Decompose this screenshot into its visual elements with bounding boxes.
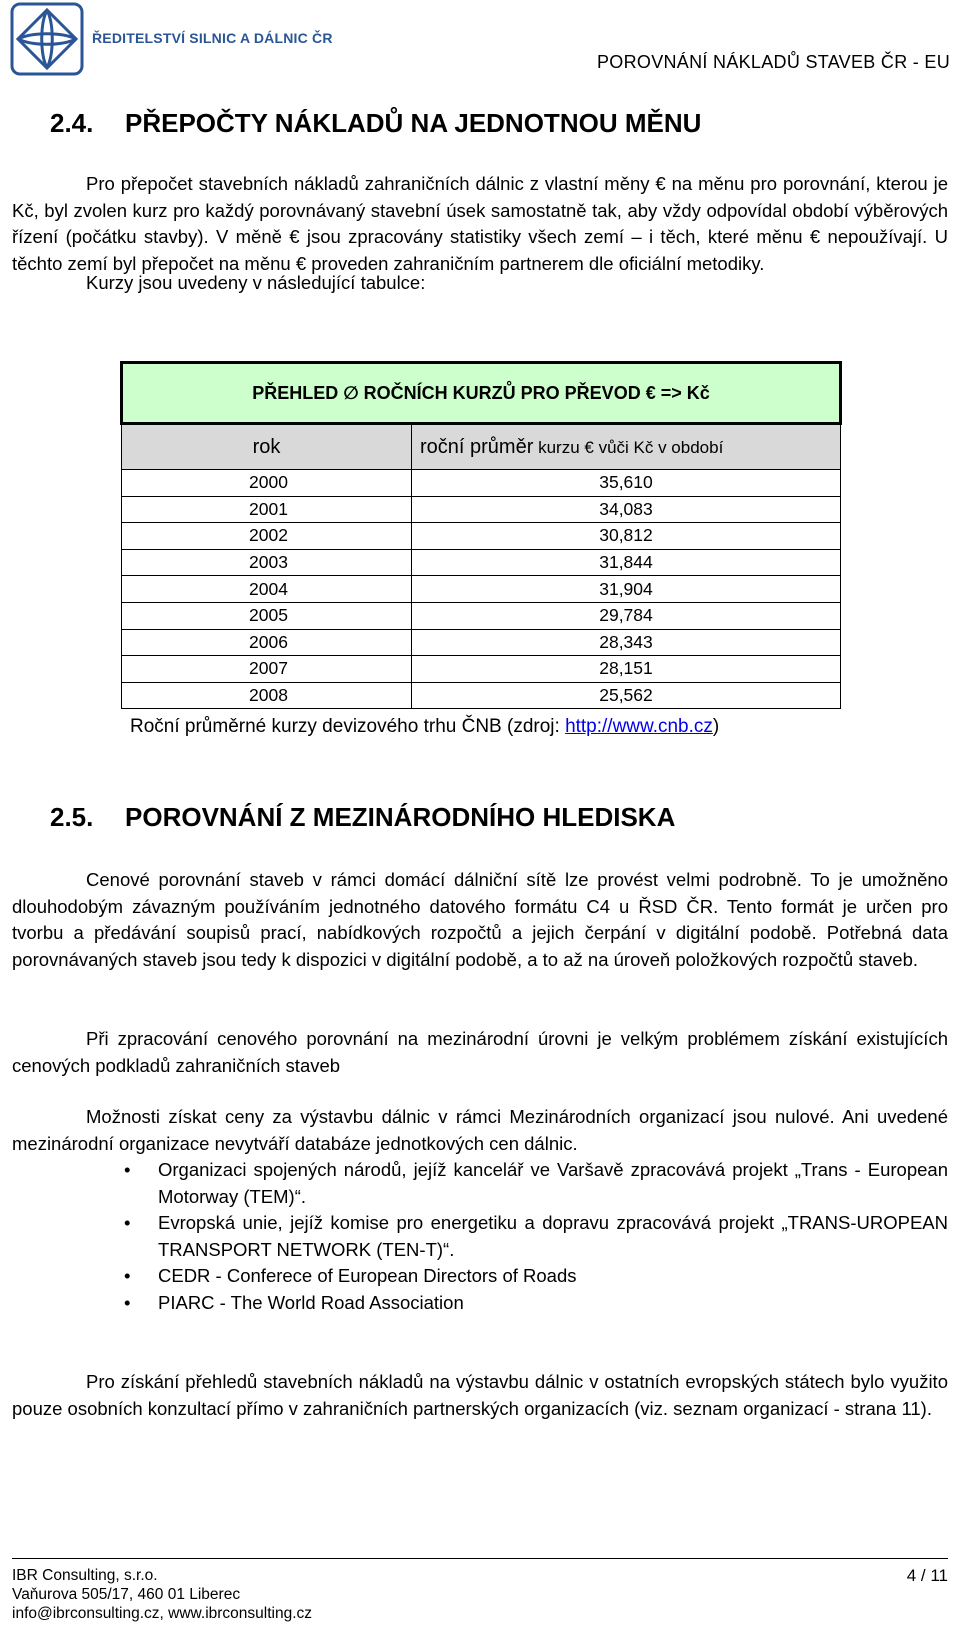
section-2-4-paragraph: Pro přepočet stavebních nákladů zahraničních dálnic z vlastní měny € na měnu pro porovnání, kterou je Kč, byl zvolen kurz pro každý porovnávaný stavební úsek samostatně tak, aby vždy odpovídal období výběrových řízení (počátku stavby). V měně € jsou zpracovány statistiky všech zemí – i těch, které měnu € nepoužívají. U těchto zemí byl přepočet na měnu € proveden zahraničním partnerem dle oficiální metodiky. — [12, 173, 948, 274]
exchange-rate-table — [120, 361, 842, 709]
column-header-average: roční průměr kurzu € vůči Kč v období — [412, 424, 841, 470]
document-header-title: POROVNÁNÍ NÁKLADŮ STAVEB ČR - EU — [597, 52, 950, 72]
section-number: 2.5. — [50, 802, 94, 832]
section-2-5-paragraph-2: Při zpracování cenového porovnání na mezinárodní úrovni je velkým problémem získání existujících cenových podkladů zahraničních staveb — [12, 1028, 948, 1076]
section-title: PŘEPOČTY NÁKLADŮ NA JEDNOTNOU MĚNU — [125, 108, 702, 138]
list-item: • CEDR - Conferece of European Directors of Roads — [120, 1263, 948, 1290]
section-2-5-heading — [50, 802, 675, 833]
cnb-link[interactable]: http://www.cnb.cz — [565, 716, 713, 737]
column-header-year: rok — [122, 424, 412, 470]
footer-divider — [12, 1558, 948, 1559]
section-2-5-paragraph-3: Možnosti získat ceny za výstavbu dálnic v rámci Mezinárodních organizací jsou nulové. Ani uvedené mezinárodní organizace nevytváří databáze jednotkových cen dálnic. — [12, 1106, 948, 1154]
table-row: 2008 25,562 — [122, 682, 841, 709]
footer — [12, 1566, 312, 1623]
footer-contact: info@ibrconsulting.cz, www.ibrconsulting.cz — [12, 1605, 313, 1622]
table-intro: Kurzy jsou uvedeny v následující tabulce: — [86, 272, 426, 293]
table-row: 2007 28,151 — [122, 656, 841, 683]
table-row: 2000 35,610 — [122, 470, 841, 497]
table-row: 2002 30,812 — [122, 523, 841, 550]
section-title: POROVNÁNÍ Z MEZINÁRODNÍHO HLEDISKA — [125, 802, 676, 832]
list-item: • Organizaci spojených národů, jejíž kancelář ve Varšavě zpracovává projekt „Trans - European Motorway (TEM)“. — [120, 1157, 948, 1210]
section-2-5-paragraph-1: Cenové porovnání staveb v rámci domácí dálniční sítě lze provést velmi podrobně. To je umožněno dlouhodobým závazným používáním jednotného datového formátu C4 u ŘSD ČR. Tento formát je určen pro tvorbu a předávání soupisů prací, nabídkových rozpočtů a jejich čerpání v digitální podobě. Potřebná data porovnávaných staveb jsou tedy k dispozici v digitální podobě, a to až na úroveň položkových rozpočtů staveb. — [12, 869, 948, 970]
table-row: 2006 28,343 — [122, 629, 841, 656]
section-2-5-paragraph-4: Pro získání přehledů stavebních nákladů na výstavbu dálnic v ostatních evropských státech bylo využito pouze osobních konzultací přímo v zahraničních partnerských organizacích (viz. seznam organizací - strana 11). — [12, 1371, 948, 1419]
list-item: • PIARC - The World Road Association — [120, 1290, 948, 1317]
organization-list — [120, 1157, 948, 1316]
page-number: 4 / 11 — [906, 1566, 948, 1585]
footer-company: IBR Consulting, s.r.o. — [12, 1567, 158, 1584]
table-row: 2004 31,904 — [122, 576, 841, 603]
table-row: 2003 31,844 — [122, 549, 841, 576]
table-row: 2005 29,784 — [122, 602, 841, 629]
rsd-logo — [10, 2, 84, 76]
table-row: 2001 34,083 — [122, 496, 841, 523]
list-item: • Evropská unie, jejíž komise pro energetiku a dopravu zpracovává projekt „TRANS-UROPEAN TRANSPORT NETWORK (TEN-T)“. — [120, 1210, 948, 1263]
section-number: 2.4. — [50, 108, 94, 138]
table-title: PŘEHLED ∅ ROČNÍCH KURZŮ PRO PŘEVOD € => Kč — [122, 363, 841, 424]
footer-address: Vaňurova 505/17, 460 01 Liberec — [12, 1586, 241, 1603]
logo-text: ŘEDITELSTVÍ SILNIC A DÁLNIC ČR — [92, 30, 333, 46]
table-caption: Roční průměrné kurzy devizového trhu ČNB (zdroj: http://www.cnb.cz) — [130, 716, 720, 737]
section-2-4-heading — [50, 108, 701, 139]
